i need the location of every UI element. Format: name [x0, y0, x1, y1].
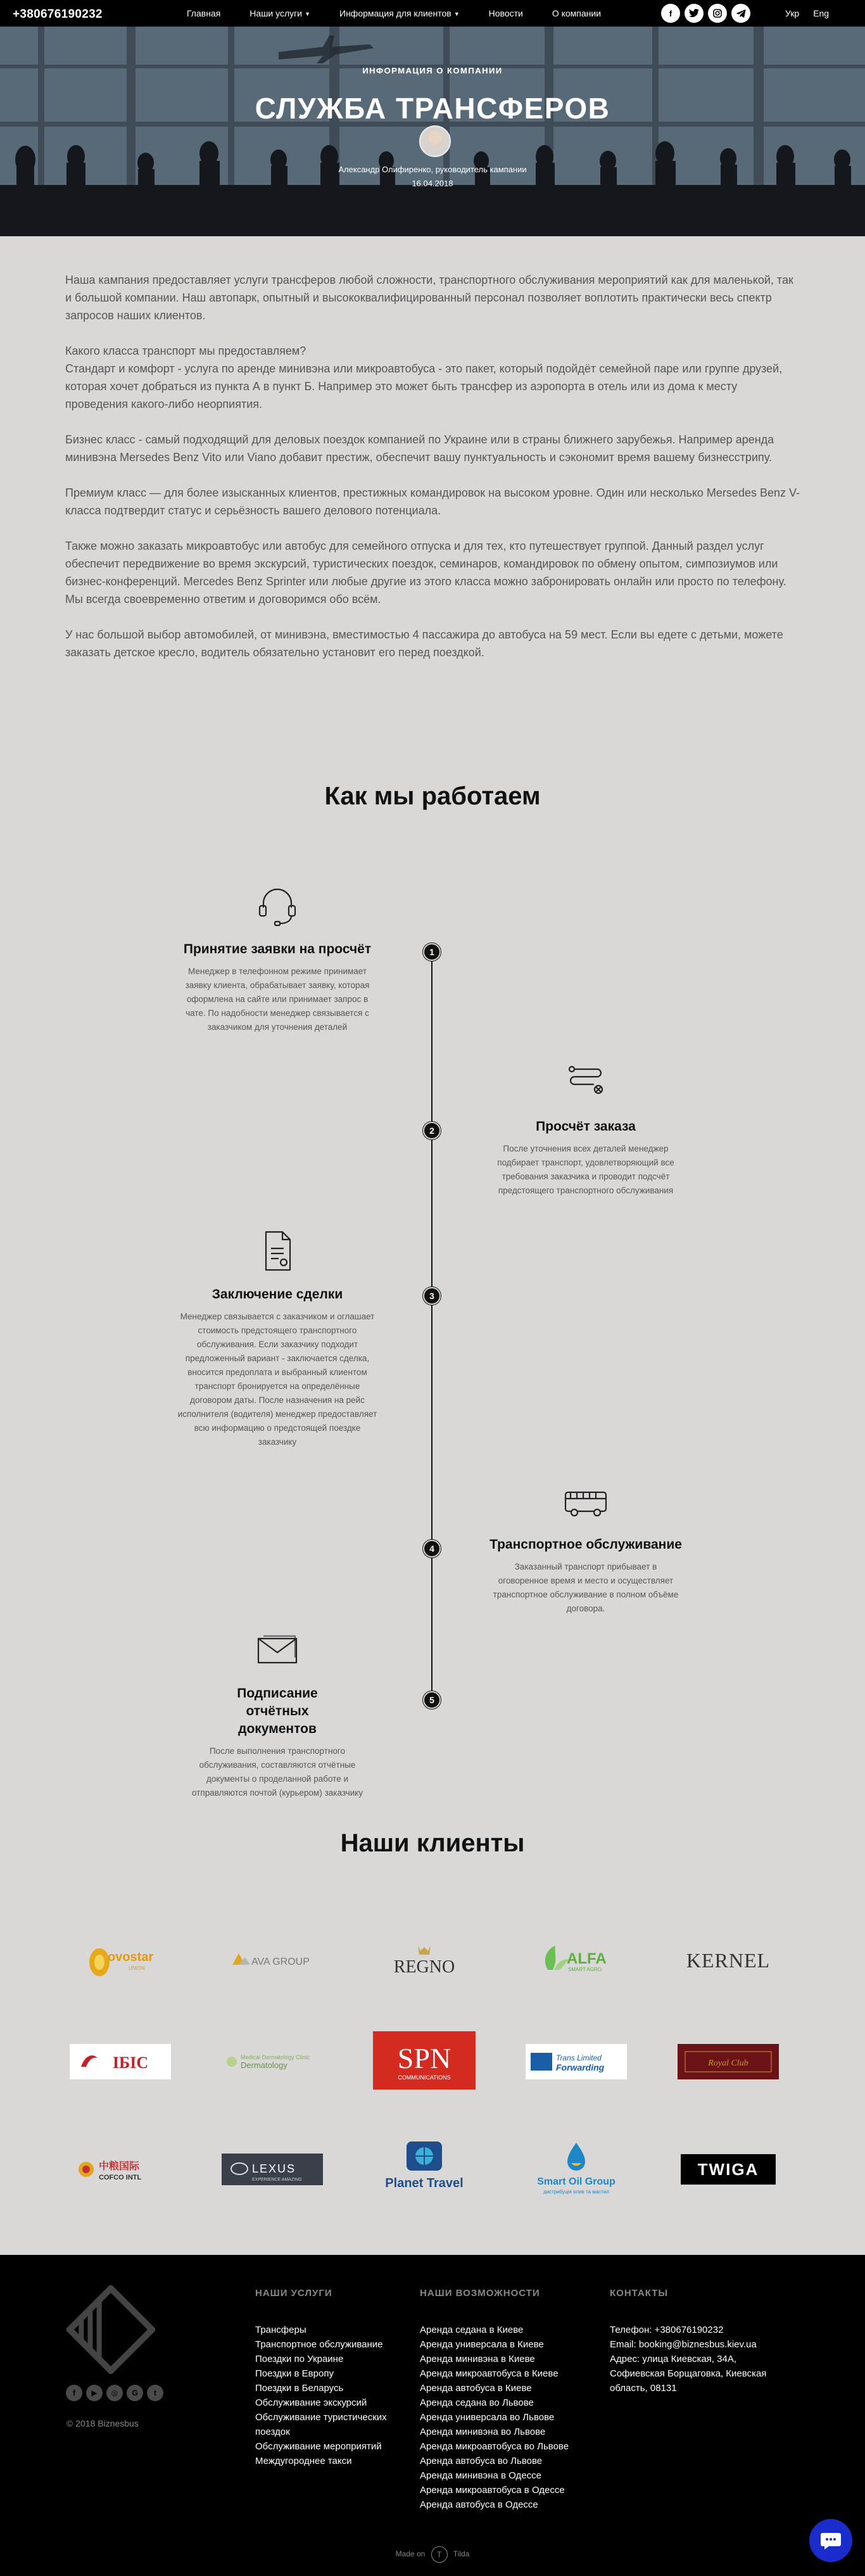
footer-column-title: КОНТАКТЫ [610, 2288, 669, 2299]
step-number: 4 [423, 1540, 441, 1558]
svg-text:SPN: SPN [397, 2042, 451, 2074]
step-card [163, 880, 391, 1034]
step-card [163, 1625, 391, 1800]
article-paragraph: Также можно заказать микроавтобус или автобус для семейного отпуска и для тех, кто путешествует группой. Данный раздел услуг обеспечит передвижение во время экскурсий, туристических поездок, семинаров, командировок по обмену опытом, симпозиумов или бизнес-конференций. Mercedes Benz Sprinter или любые другие из этого класса можно забронировать онлайн или просто по телефону. Мы всегда своевременно ответим и договоримся обо всём. [65, 540, 786, 606]
nav-phone[interactable]: +380676190232 [13, 8, 103, 21]
chevron-down-icon: ▼ [305, 11, 310, 18]
svg-text:LEXUS: LEXUS [252, 2162, 296, 2175]
nav-item-home[interactable]: Главная [187, 8, 221, 18]
nav-item-services[interactable]: Наши услуги ▼ [249, 8, 310, 18]
svg-text:Trans Limited: Trans Limited [556, 2053, 602, 2062]
language-switcher [785, 8, 829, 18]
svg-text:TWIGA: TWIGA [697, 2160, 759, 2179]
nav-menu [187, 0, 630, 27]
step-card [472, 1476, 700, 1616]
footer-link[interactable]: Аренда седана в Киеве [420, 2325, 524, 2335]
step-title: Заключение сделки [212, 1287, 343, 1302]
contact-phone[interactable]: Телефон: +380676190232 [610, 2325, 724, 2335]
svg-text:Smart Oil Group: Smart Oil Group [537, 2176, 616, 2187]
contact-email[interactable]: Email: booking@biznesbus.kiev.ua [610, 2339, 757, 2350]
footer-link[interactable]: Поездки в Европу [255, 2368, 334, 2379]
footer-contacts-column [610, 2288, 793, 2395]
footer-link[interactable]: Аренда автобуса во Львове [420, 2456, 543, 2466]
footer-link[interactable]: Аренда автобуса в Одессе [420, 2499, 538, 2510]
footer-link[interactable]: Поездки по Украине [255, 2354, 344, 2364]
svg-text:ovostar: ovostar [108, 1950, 154, 1964]
client-logo-twiga [674, 2144, 782, 2195]
step-number: 5 [423, 1691, 441, 1709]
contact-address: Адрес: улица Киевская, 34А, Софиевская Борщаговка, Киевская область, 08131 [610, 2354, 767, 2394]
svg-text:SMART AGRO: SMART AGRO [568, 1967, 602, 1972]
step-text: Заказанный транспорт прибывает в оговоренное время и место и осуществляет транспортное обслуживание в полном объёме договора. [493, 1562, 679, 1613]
publish-date: 16.04.2018 [412, 179, 453, 188]
footer-features-column [420, 2288, 569, 2512]
client-logo-royal-club [674, 2036, 782, 2087]
instagram-icon[interactable] [708, 4, 727, 23]
footer-link[interactable]: Аренда микроавтобуса в Киеве [420, 2368, 559, 2379]
footer-link[interactable]: Аренда минивэна в Одессе [420, 2470, 541, 2481]
client-logo-cofco [66, 2144, 174, 2195]
nav-item-news[interactable]: Новости [488, 8, 523, 18]
step-number: 1 [423, 943, 441, 961]
svg-text:UNION: UNION [129, 1965, 145, 1971]
youtube-icon[interactable]: ▶ [86, 2385, 103, 2401]
footer-link[interactable]: Аренда универсала во Львове [420, 2412, 555, 2423]
svg-text:COFCO INTL: COFCO INTL [99, 2174, 142, 2181]
svg-text:AVA GROUP: AVA GROUP [251, 1957, 310, 1967]
article-paragraph: Какого класса транспорт мы предоставляем? Стандарт и комфорт - услуга по аренде минивэна или микроавтобуса - это пакет, который подойдёт семейной паре или группе друзей, которая хочет добраться из пункта А в пункт Б. Например это может быть трансфер из аэропорта в отель или из дома к месту проведения какого-либо неорпиятия. [65, 345, 783, 410]
how-we-work-title: Как мы работаем [324, 782, 541, 810]
twitter-icon[interactable]: t [147, 2385, 163, 2401]
top-navigation [0, 0, 865, 27]
svg-text:ALFA: ALFA [567, 1950, 607, 1967]
hero-kicker: ИНФОРМАЦИЯ О КОМПАНИИ [362, 66, 503, 75]
route-icon [560, 1058, 611, 1108]
lang-eng[interactable]: Eng [813, 8, 830, 18]
step-card [163, 1226, 391, 1449]
footer-link[interactable]: Аренда автобуса в Киеве [420, 2383, 532, 2394]
clients-title: Наши клиенты [340, 1829, 525, 1857]
footer-link[interactable]: Аренда седана во Львове [420, 2397, 534, 2408]
step-text: Менеджер связывается с заказчиком и оглашает стоимость предстоящего транспортного обслуживания. Если заказчику подходит предложенный вариант - заключается сделка, вносится предоплата и выбранный клиентом транспорт бронируется на определённые договором даты. После назначения на рейс исполнителя (водителя) менеджер предоставляет всю информацию о предстоящей поездке заказчику [177, 1312, 377, 1447]
svg-text:дистрибуція олив та мастил: дистрибуція олив та мастил [543, 2189, 609, 2195]
client-logo-regno [370, 1935, 478, 1986]
footer-social [66, 2385, 163, 2401]
footer-link[interactable]: Междугороднее такси [255, 2456, 352, 2466]
svg-text:COMMUNICATIONS: COMMUNICATIONS [398, 2074, 451, 2081]
facebook-icon[interactable]: f [66, 2385, 82, 2401]
timeline-line [431, 950, 432, 1701]
facebook-icon[interactable]: f [661, 4, 680, 23]
footer-link[interactable]: Обслуживание туристических поездок [255, 2412, 387, 2437]
svg-text:ІБІС: ІБІС [112, 2053, 149, 2072]
svg-text:Planet Travel: Planet Travel [385, 2176, 464, 2190]
telegram-icon[interactable] [731, 4, 750, 23]
client-logo-dermatology [218, 2036, 326, 2087]
svg-text:REGNO: REGNO [393, 1957, 455, 1977]
client-logo-trans-forwarding [522, 2036, 630, 2087]
footer [0, 2255, 865, 2576]
step-text: После уточнения всех деталей менеджер подбирает транспорт, удовлетворяющий все требования заказчика и проводит подсчёт предстоящего транспортного обслуживания [497, 1144, 674, 1195]
client-logo-kernel [674, 1935, 782, 1986]
lang-ukr[interactable]: Укр [785, 8, 800, 18]
chevron-down-icon: ▼ [453, 11, 460, 18]
client-logo-smart-oil [522, 2138, 630, 2201]
step-text: Менеджер в телефонном режиме принимает заявку клиента, обрабатывает заявку, которая оформлена на сайте или принимает запрос в чате. По надобности менеджер связывается с заказчиком для уточнения деталей [185, 967, 370, 1032]
bus-icon [560, 1476, 611, 1526]
headset-icon [252, 880, 303, 931]
copyright: © 2018 Biznesbus [66, 2418, 139, 2428]
footer-link[interactable]: Трансферы [255, 2325, 306, 2335]
footer-link[interactable]: Обслуживание экскурсий [255, 2397, 367, 2408]
step-card [472, 1058, 700, 1198]
footer-link[interactable]: Аренда универсала в Киеве [420, 2339, 544, 2350]
footer-column-title: НАШИ УСЛУГИ [255, 2288, 332, 2299]
svg-text:Forwarding: Forwarding [556, 2062, 605, 2072]
step-title: Просчёт заказа [536, 1119, 636, 1134]
hero-section [0, 0, 865, 236]
page-title: СЛУЖБА ТРАНСФЕРОВ [255, 92, 610, 125]
nav-social [661, 4, 750, 23]
step-title: Транспортное обслуживание [489, 1537, 682, 1552]
client-logo-spn [370, 2030, 478, 2091]
author-name: Александр Олифиренко, руководитель кампании [338, 165, 527, 174]
client-logo-ibis [66, 2036, 174, 2087]
twitter-icon[interactable] [685, 4, 704, 23]
client-logo-alfa [522, 1935, 630, 1986]
footer-link[interactable]: Поездки в Беларусь [255, 2383, 344, 2394]
client-logo-ovostar [66, 1935, 174, 1986]
svg-text:中粮国际: 中粮国际 [99, 2160, 140, 2172]
article-paragraph: Наша кампания предоставляет услуги трансферов любой сложности, транспортного обслуживания мероприятий как для маленькой, так и большой компании. Наш автопарк, опытный и высококвалифицированный персонал позволяет воплотить практически весь спектр запросов наших клиентов. [65, 274, 793, 322]
step-title: Подписание отчётных документов [237, 1686, 318, 1736]
client-logo-lexus [218, 2144, 326, 2195]
document-icon [252, 1226, 303, 1276]
article-paragraph: Премиум класс — для более изысканных клиентов, престижных командировок на высоком уровне. Один или несколько Mersedes Benz V-класса подтвердит статус и серьёзность вашего делового потенциала. [65, 486, 800, 517]
company-logo[interactable] [66, 2285, 155, 2374]
svg-text:Medical Dermatology Clinic: Medical Dermatology Clinic [241, 2054, 310, 2060]
article-paragraph: У нас большой выбор автомобилей, от минивэна, вместимостью 4 пассажира до автобуса на 59 мест. Если вы едете с детьми, можете заказать детское кресло, водитель обязательно установит его перед поездкой. [65, 628, 783, 659]
step-text: После выполнения транспортного обслуживания, составляются отчётные документы о проделанной работе и отправляются почтой (курьером) заказчику [192, 1746, 363, 1798]
envelope-icon [252, 1625, 303, 1675]
footer-link[interactable]: Обслуживание мероприятий [255, 2441, 382, 2452]
step-title: Принятие заявки на просчёт [183, 942, 372, 956]
footer-link[interactable]: Транспортное обслуживание [255, 2339, 383, 2350]
svg-text:Dermatology: Dermatology [241, 2060, 287, 2070]
google-icon[interactable]: G [127, 2385, 143, 2401]
footer-column-title: НАШИ ВОЗМОЖНОСТИ [420, 2288, 540, 2299]
svg-text:EXPERIENCE AMAZING: EXPERIENCE AMAZING [252, 2178, 302, 2182]
footer-link[interactable]: Аренда микроавтобуса в Одессе [420, 2485, 565, 2496]
footer-link[interactable]: Аренда минивэна во Львове [420, 2427, 546, 2437]
article-body [65, 271, 800, 679]
article-paragraph: Бизнес класс - самый подходящий для деловых поездок компанией по Украине или в страны ближнего зарубежья. Например аренда минивэна Mersedes Benz Vito или Viano добавит престиж, обеспечит вашу пунктуальность и сэкономит время вашему бизнесстрипу. [65, 433, 774, 464]
author-avatar [419, 125, 451, 157]
footer-link[interactable]: Аренда микроавтобуса во Львове [420, 2441, 569, 2452]
made-on-tilda[interactable]: Made on T Tilda [0, 2546, 865, 2563]
tilda-icon: T [431, 2546, 448, 2563]
svg-text:Royal Club: Royal Club [708, 2059, 748, 2068]
svg-text:KERNEL: KERNEL [686, 1949, 771, 1972]
footer-services-column [255, 2288, 401, 2468]
chat-button[interactable] [809, 2519, 852, 2562]
nav-item-about[interactable]: О компании [552, 8, 602, 18]
client-logo-ava-group [218, 1935, 326, 1986]
nav-item-client-info[interactable]: Информация для клиентов ▼ [339, 8, 460, 18]
instagram-icon[interactable]: ◎ [106, 2385, 123, 2401]
step-number: 2 [423, 1122, 441, 1139]
step-number: 3 [423, 1287, 441, 1305]
footer-link[interactable]: Аренда минивэна в Киеве [420, 2354, 535, 2364]
client-logo-planet-travel [370, 2138, 478, 2201]
chat-icon [820, 2531, 842, 2550]
